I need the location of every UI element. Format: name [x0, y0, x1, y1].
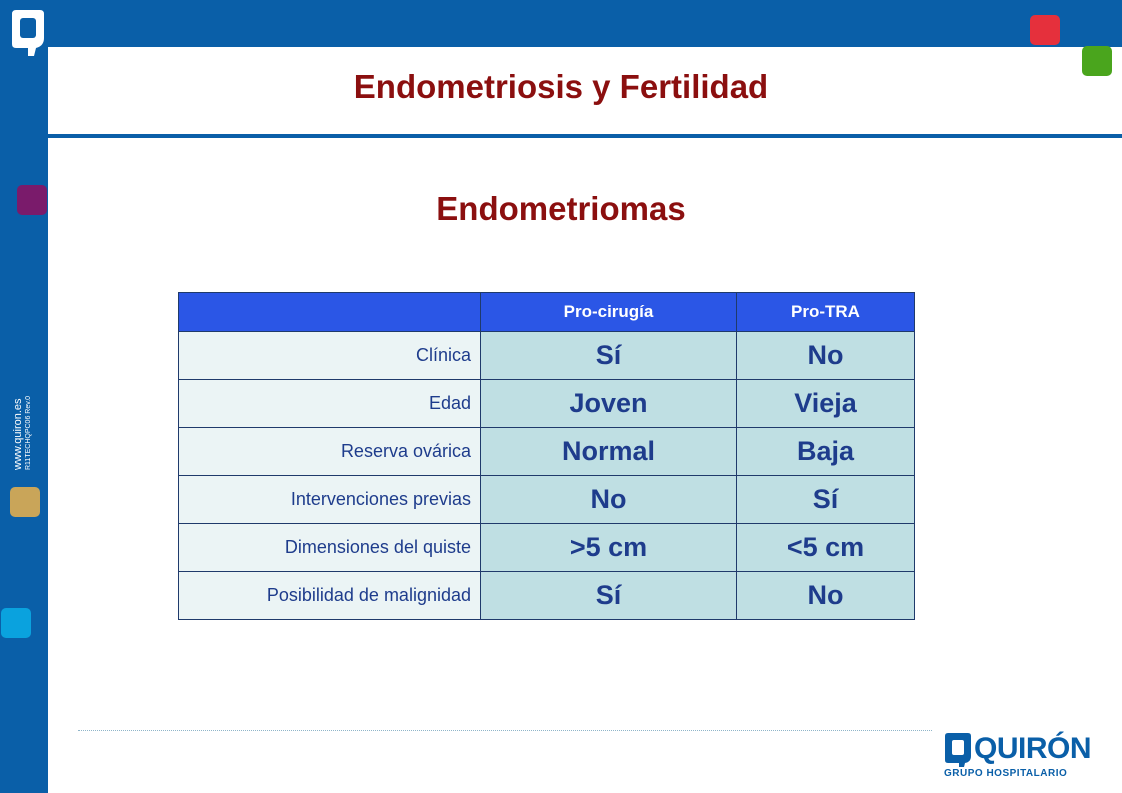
- column-header-pro-cirugia: Pro-cirugía: [481, 293, 737, 332]
- row-label: Clínica: [179, 332, 481, 380]
- row-label: Posibilidad de malignidad: [179, 572, 481, 620]
- website-url[interactable]: www.quiron.es: [12, 398, 24, 470]
- cyan-square-decoration: [1, 608, 31, 638]
- column-header-pro-tra: Pro-TRA: [737, 293, 915, 332]
- cell-pro-cirugia: Normal: [481, 428, 737, 476]
- table-header-row: [179, 293, 915, 332]
- cell-pro-tra: <5 cm: [737, 524, 915, 572]
- row-label: Intervenciones previas: [179, 476, 481, 524]
- table-row: [179, 428, 915, 476]
- top-frame-band: [0, 0, 1122, 47]
- quiron-q-logo-icon: [8, 8, 48, 58]
- table-row: [179, 332, 915, 380]
- document-code: R11TECHQPC06 Rev.0: [25, 395, 32, 470]
- cell-pro-tra: Baja: [737, 428, 915, 476]
- vertical-site-info: [12, 396, 32, 470]
- brand-name: QUIRÓN: [974, 732, 1091, 765]
- header-empty-cell: [179, 293, 481, 332]
- footer-divider: [78, 730, 932, 731]
- cell-pro-tra: Sí: [737, 476, 915, 524]
- row-label: Dimensiones del quiste: [179, 524, 481, 572]
- row-label: Edad: [179, 380, 481, 428]
- cell-pro-cirugia: Joven: [481, 380, 737, 428]
- table-row: [179, 524, 915, 572]
- quiron-brand-q-icon: [942, 732, 974, 768]
- cell-pro-cirugia: Sí: [481, 332, 737, 380]
- page-title: Endometriosis y Fertilidad: [353, 68, 769, 105]
- row-label: Reserva ovárica: [179, 428, 481, 476]
- table-row: [179, 572, 915, 620]
- cell-pro-cirugia: >5 cm: [481, 524, 737, 572]
- slide-subtitle: Endometriomas: [436, 190, 686, 227]
- comparison-table: [178, 292, 915, 620]
- cell-pro-tra: No: [737, 332, 915, 380]
- red-square-decoration: [1030, 15, 1060, 45]
- header-divider: [48, 134, 1122, 138]
- green-square-decoration: [1082, 46, 1112, 76]
- brand-tagline: GRUPO HOSPITALARIO: [944, 768, 1068, 779]
- table-row: [179, 380, 915, 428]
- gold-square-decoration: [10, 487, 40, 517]
- quiron-brand-logo: [938, 728, 1091, 780]
- cell-pro-cirugia: No: [481, 476, 737, 524]
- cell-pro-tra: No: [737, 572, 915, 620]
- cell-pro-cirugia: Sí: [481, 572, 737, 620]
- cell-pro-tra: Vieja: [737, 380, 915, 428]
- table-row: [179, 476, 915, 524]
